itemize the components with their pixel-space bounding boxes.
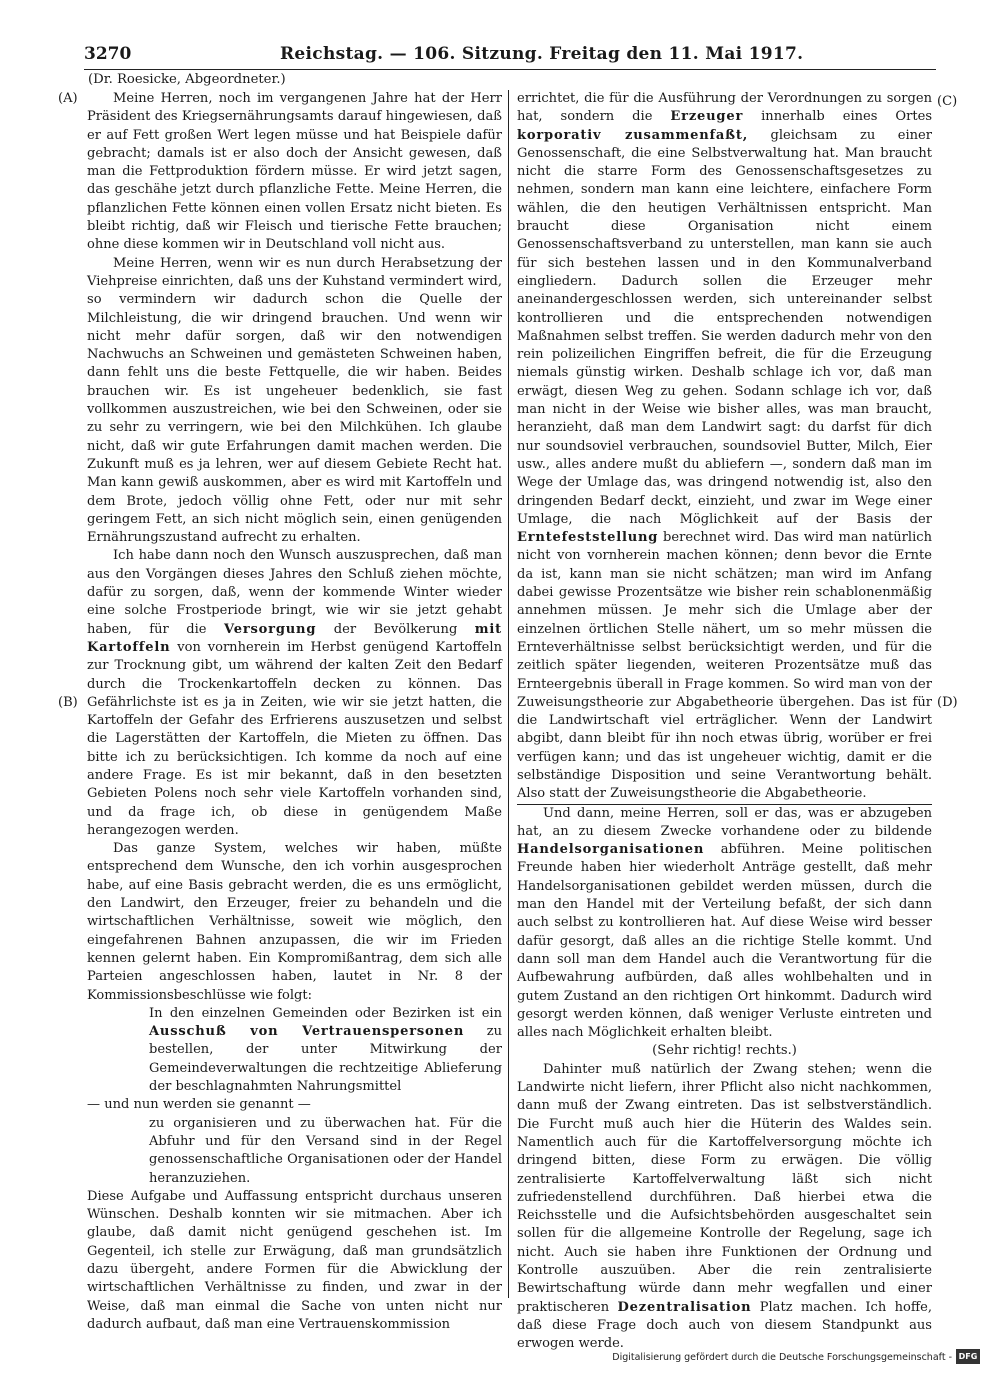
text-run: Und dann, meine Herren, soll er das, was er abzugeben hat, an zu diesem Zwecke vorhandene oder zu bildende (517, 805, 932, 839)
emphasis: mit Kartoffeln (87, 621, 502, 655)
text-run: abführen. Meine politischen Freunde haben hier wiederholt Anträge gestellt, daß mehr Handelsorganisationen gebildet werden müssen, durch die man den Handel mit der Verteilung befaßt, der sich dann auch selbst zu kontrollieren hat. Auf diese Weise wird besser dafür gesorgt, daß alles an die richtige Stelle kommt. Und dann soll man dem Handel auch die Verantwortung für die Aufbewahrung aufbürden, daß alles wohlbehalten und in gutem Zustand an den richtigen Ort hinkommt. Dadurch wird gesorgt werden können, daß weniger Verluste eintreten und alles nach Möglichkeit erhalten bleibt. (517, 842, 932, 1041)
text-run: zu bestellen, der unter Mitwirkung der Gemeindeverwaltungen die rechtzeitige Ablieferung der beschlagnahmten Nahrungsmittel (149, 1024, 502, 1095)
emphasis: Dezentralisation (617, 1299, 752, 1315)
emphasis: Erzeuger (670, 109, 744, 125)
header-rule (84, 69, 936, 70)
text-run: von vornherein im Herbst genügend Kartoffeln zur Trocknung gibt, um während der kalten Zeit den Bedarf durch die Trockenkartoffeln decken zu können. Das Gefährlichste ist es ja in Zeiten, wie wir sie jetzt hatten, die Kartoffeln der Gefahr des Erfrierens auszusetzen und selbst die Lagerstätten der Kartoffeln, die Mieten zu öffnen. Das bitte ich zu berücksichtigen. Ich komme da noch auf eine andere Frage. Es ist mir bekannt, daß in den besetzten Gebieten Polens noch sehr viele Kartoffeln vorhanden sind, und da frage ich, ob diese in genügendem Maße herangezogen werden. (87, 639, 502, 838)
page-number: 3270 (84, 44, 132, 64)
paragraph (87, 547, 502, 840)
running-head: Reichstag. — 106. Sitzung. Freitag den 11. Mai 1917. (280, 44, 804, 64)
paragraph: Meine Herren, wenn wir es nun durch Herabsetzung der Viehpreise einrichten, daß uns der Kuhstand vermindert wird, so vermindern wir dadurch schon die Quelle der Milchleistung, die wir dringend brauchen. Und wenn wir nicht mehr dafür sorgen, daß wir den notwendigen Nachwuchs an Schweinen und gemästeten Schweinen haben, dann fehlt uns die beste Fettquelle, die wir haben. Beides brauchen wir. Es ist ungeheuer bedenklich, sie fast vollkommen auszustreichen, wie bei den Schweinen, oder sie zu sehr zu verringern, wie bei den Milchkühen. Ich glaube nicht, daß wir gute Erfahrungen damit machen werden. Die Zukunft muß es ja lehren, wer auf diesem Gebiete Recht hat. Man kann gewiß auskommen, aber es wird mit Kartoffeln und dem Brote, jedoch völlig ohne Fett, oder nur mit sehr geringem Fett, an sich nicht möglich sein, einen genügenden Ernährungszustand aufrecht zu erhalten. (87, 255, 502, 546)
emphasis: Ausschuß von Vertrauenspersonen (149, 1024, 465, 1040)
margin-mark-d: (D) (937, 695, 958, 710)
paragraph (517, 90, 932, 804)
text-run: Dahinter muß natürlich der Zwang stehen; wenn die Landwirte nicht liefern, ihrer Pflicht also nicht nachkommen, dann muß der Zwang eintreten. Das ist selbstverständlich. Die Furcht muß auch hier die Hüterin des Waldes sein. Namentlich auch für die Kartoffelversorgung möchte ich dringend bitten, diese Form zu erwägen. Die völlig zentralisierte Kartoffelverwaltung läßt sich nicht zufriedenstellend durchführen. Daß hierbei etwa die Reichsstelle und die Aufsichtsbehörden ausgeschaltet sein sollen für die allgemeine Kontrolle der Regelung, sage ich nicht. Auch sie haben ihre Funktionen der Ordnung und Kontrolle auszuüben. Aber die rein zentralisierte Bewirtschaftung würde dann mehr wegfallen und einer praktischeren (517, 1061, 932, 1315)
text-run: errichtet, die für die Ausführung der Verordnungen zu sorgen hat, sondern die (517, 91, 932, 125)
text-run: berechnet wird. Das wird man natürlich nicht von vornherein machen können; denn bevor die Ernte da ist, kann man sie nicht schätzen; man wird im Anfang dabei gewisse Prozentsätze wie bisher rein schablonenmäßig annehmen müssen. Je mehr sich die Umlage aber der einzelnen örtlichen Stelle nähert, um so mehr müssen die Ernteverhältnisse selbst berücksichtigt werden, und für die zeitlich später liegenden, weiteren Prozentsätze muß das Ernteergebnis überall in Frage kommen. So wird man von der Zuweisungstheorie zur Abgabetheorie übergehen. Das ist für die Landwirtschaft viel erträglicher. Wenn der Landwirt abgibt, dann bleibt für ihn noch etwas übrig, worüber er frei verfügen kann; und das ist ungeheuer wichtig, damit er die selbständige Disposition und seine Verantwortung behält. Also statt der Zuweisungstheorie die Abgabetheorie. (517, 530, 932, 802)
text-run: Ich habe dann noch den Wunsch auszusprechen, daß man aus den Vorgängen dieses Jahres den Schluß ziehen möchte, dafür zu sorgen, daß, wenn der kommende Winter wieder eine solche Frostperiode bringt, wie wir sie jetzt gehabt haben, für die (87, 548, 502, 637)
text-run: Platz machen. Ich hoffe, daß diese Frage doch auch von diesem Standpunkt aus erwogen werde. (517, 1299, 932, 1352)
emphasis: Handelsorganisationen (517, 842, 705, 858)
paragraph: Meine Herren, noch im vergangenen Jahre hat der Herr Präsident des Kriegsernährungsamts darauf hingewiesen, daß er auf Fett großen Wert legen müsse und hat Beispiele dafür gebracht; damals ist er also doch der Ansicht gewesen, daß man die Fettproduktion fördern müsse. Er wird jetzt sagen, das geschähe jetzt durch pflanzliche Fette. Meine Herren, die pflanzlichen Fette können einen vollen Ersatz nicht bieten. Es bleibt richtig, daß wir Fleisch und tierische Fette brauchen; ohne diese kommen wir in Deutschland voll nicht aus. (87, 91, 502, 253)
text-run: der Bevölkerung (333, 621, 458, 637)
text-run: innerhalb eines Ortes (761, 109, 933, 125)
quote (149, 1005, 502, 1096)
dfg-logo: DFG (956, 1349, 980, 1364)
paragraph: Diese Aufgabe und Auffassung entspricht durchaus unseren Wünschen. Deshalb konnten wir sie mitmachen. Aber ich glaube, daß damit nicht genügend geschehen ist. Im Gegenteil, ich stelle zur Erwägung, daß man grundsätzlich dazu übergeht, andere Formen für die Abwicklung der wirtschaftlichen Verhältnisse zu finden, und zwar in der Weise, daß man einmal die Sache von unten nicht nur dadurch aufbaut, daß man eine Vertrauenskommission (87, 1188, 502, 1332)
paragraph: Das ganze System, welches wir haben, müßte entsprechend dem Wunsche, den ich vorhin ausgesprochen habe, auf eine Basis gebracht werden, die es uns ermöglicht, den Landwirt, den Erzeuger, freier zu behandeln und die wirtschaftlichen Verhältnisse, soweit wie möglich, den eingefahrenen Bahnen anzupassen, die wir im Frieden kennen gelernt haben. Ein Kompromißantrag, dem sich alle Parteien angeschlossen haben, lautet in Nr. 8 der Kommissionsbeschlüsse wie folgt: (87, 841, 502, 1003)
left-column (87, 90, 502, 1334)
interjection: — und nun werden sie genannt — (87, 1097, 311, 1113)
footer-note: Digitalisierung gefördert durch die Deutsche Forschungsgemeinschaft - (612, 1352, 952, 1363)
emphasis: korporativ zusammenfaßt, (517, 127, 749, 143)
quote: zu organisieren und zu überwachen hat. Für die Abfuhr und für den Versand sind in der Regel genossenschaftliche Organisationen oder der Handel heranzuziehen. (149, 1115, 502, 1186)
text-run: gleichsam zu einer Genossenschaft, die eine Selbstverwaltung hat. Man braucht nicht die starre Form des Genossenschaftsgesetzes zu nehmen, sondern man kann eine leichtere, einfachere Form wählen, die den heutigen Verhältnissen entspricht. Man braucht diese Organisation nicht einem Genossenschaftsverband zu unterstellen, man kann sie auch für sich bestehen lassen und in den Kommunalverband eingliedern. Dadurch sollen die Erzeuger mehr aneinandergeschlossen werden, sich untereinander selbst kontrollieren und die entsprechenden notwendigen Maßnahmen selbst treffen. Sie werden dadurch mehr von den rein polizeilichen Eingriffen befreit, die für die Erzeugung niemals günstig wirken. Deshalb schlage ich vor, daß man erwägt, diesen Weg zu gehen. Sodann schlage ich vor, daß man nicht in der Weise wie bisher alles, was man braucht, heranzieht, daß man dem Landwirt sagt: du darfst für dich nur soundsoviel verbrauchen, soundsoviel Butter, Milch, Eier usw., alles andere mußt du abliefern —, sondern daß man im Wege der Umlage das, was dringend notwendig ist, also den dringenden Bedarf deckt, einzieht, und zwar im Wege einer Umlage, die nach Möglichkeit auf der Basis der (517, 127, 932, 527)
text-run: In den einzelnen Gemeinden oder Bezirken ist ein (149, 1005, 502, 1021)
speaker-label: (Dr. Roesicke, Abgeordneter.) (88, 72, 286, 87)
margin-mark-a: (A) (58, 91, 78, 106)
margin-mark-b: (B) (58, 695, 78, 710)
emphasis: Erntefeststellung (517, 530, 659, 546)
column-separator (508, 90, 509, 1298)
right-column (517, 90, 932, 1353)
emphasis: Versorgung (224, 621, 317, 637)
paragraph (517, 804, 932, 1043)
margin-mark-c: (C) (937, 94, 958, 109)
paragraph (517, 1061, 932, 1354)
applause-note: (Sehr richtig! rechts.) (652, 1043, 797, 1059)
